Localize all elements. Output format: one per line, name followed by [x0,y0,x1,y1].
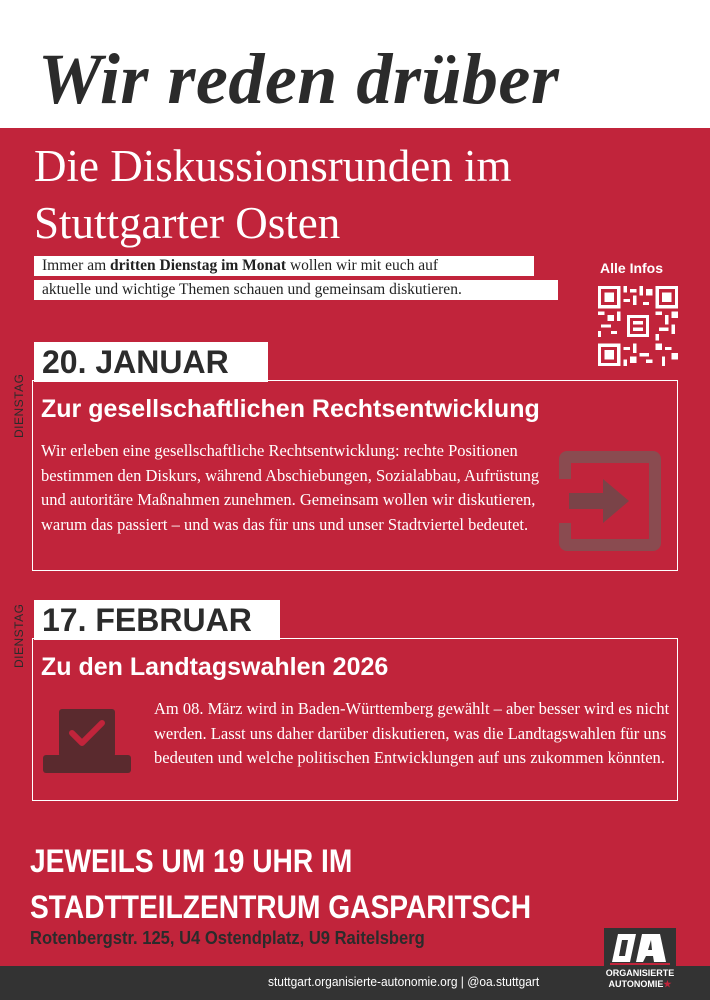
event-date: 17. FEBRUAR [34,600,280,640]
intro-suffix: wollen wir mit euch auf [286,257,439,274]
address: Rotenbergstr. 125, U4 Ostendplatz, U9 Raitelsberg [30,928,425,948]
intro-line-1 [34,256,534,276]
weekday-label: DIENSTAG [12,373,26,438]
subtitle: Die Diskussionsrunden im Stuttgarter Osten [34,141,512,248]
time-line: JEWEILS UM 19 UHR IM [30,843,353,879]
event-card [32,638,678,801]
organisation-logo [604,928,676,1000]
intro-prefix: Immer am [42,257,111,274]
event-card [32,380,678,571]
oa-logo-icon [610,932,670,966]
logo-line-2-text: AUTONOMIE [608,979,664,989]
event-description: Am 08. März wird in Baden-Württemberg gewählt – aber besser wird es nicht werden. Lasst uns daher darüber diskutieren, was die Landtagswahlen für uns bedeuten und welche politischen Entwicklungen auf uns zukommen könnten. [154,699,670,767]
event-date: 20. JANUAR [34,342,268,382]
event-title: Zur gesellschaftlichen Rechtsentwicklung [41,395,540,423]
headline: Wir reden drüber [38,39,560,119]
ballot-box-icon [41,705,133,777]
star-icon: ★ [663,979,672,989]
qr-code-icon [598,286,678,366]
event-description: Wir erleben eine gesellschaftliche Rechtsentwicklung: rechte Positionen bestimmen den Diskurs, während Abschiebungen, Sozialabbau, Aufrüstung und autoritäre Maßnahmen zunehmen. Gemeinsam wollen wir diskutieren, warum das passiert – und was das für uns und unser Stadtviertel bedeutet. [41,441,540,534]
intro-bold: dritten Dienstag im Monat [110,257,287,274]
weekday-label: DIENSTAG [12,603,26,668]
logo-line-1: ORGANISIERTE [605,968,675,978]
qr-label: Alle Infos [600,260,664,276]
time-location-heading [30,838,531,930]
qr-code[interactable] [598,286,678,366]
headline-banner [0,0,710,128]
logo-line-2 [604,979,676,990]
venue-line: STADTTEILZENTRUM GASPARITSCH [30,889,532,925]
intro-line-2: aktuelle und wichtige Themen schauen und gemeinsam diskutieren. [34,280,558,300]
event-title: Zu den Landtagswahlen 2026 [41,653,389,681]
enter-arrow-icon [557,443,663,559]
footer-links[interactable]: stuttgart.organisierte-autonomie.org | @oa.stuttgart [268,974,540,989]
logo-text [604,968,676,990]
